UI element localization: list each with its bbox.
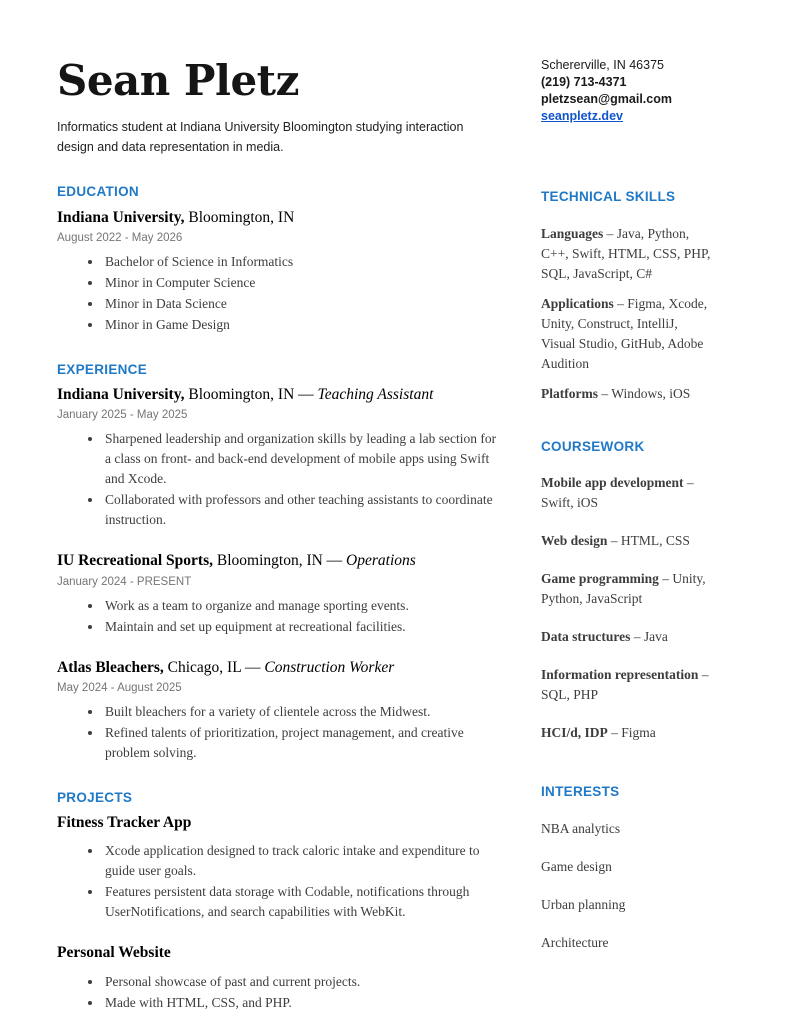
entry-title <box>57 551 500 571</box>
skill-label: Languages <box>541 225 604 241</box>
contact-phone: (219) 713-4371 <box>541 75 627 89</box>
skill-value: – Java, Python, C++, Swift, HTML, CSS, PHP, SQL, JavaScript, C# <box>541 225 711 281</box>
entry-title <box>57 208 500 228</box>
skill-item <box>541 294 711 374</box>
page-title: Sean Pletz <box>57 56 299 105</box>
projects-section <box>57 789 500 1013</box>
bullet-list <box>57 252 500 335</box>
project-title: Fitness Tracker App <box>57 814 192 832</box>
course-value: – Unity, Python, JavaScript <box>541 571 706 607</box>
coursework-item <box>541 723 711 743</box>
interest-item: NBA analytics <box>541 820 621 836</box>
section-heading-technical-skills: TECHNICAL SKILLS <box>541 189 676 204</box>
entry-location: Bloomington, IN — <box>213 552 347 570</box>
entry-org: IU Recreational Sports, <box>57 552 213 570</box>
technical-skills-section <box>541 188 711 404</box>
bullet-item: • Sharpened leadership and organization skills by leading a lab section for a class on front- and back-end development of mobile apps using Swift and Xcode. <box>103 429 500 489</box>
course-label: HCI/d, IDP <box>541 725 608 741</box>
experience-section <box>57 361 500 763</box>
skill-label: Platforms <box>541 385 598 401</box>
contact-location: Schererville, IN 46375 <box>541 58 664 72</box>
section-heading-education: EDUCATION <box>57 184 139 200</box>
section-heading-experience: EXPERIENCE <box>57 361 148 377</box>
bullet-list <box>57 972 500 1013</box>
course-label: Mobile app development <box>541 475 684 491</box>
bullet-list <box>57 596 500 637</box>
website-link[interactable]: seanpletz.dev <box>541 109 623 123</box>
entry-org: Indiana University, <box>57 208 185 226</box>
section-heading-projects: PROJECTS <box>57 789 133 805</box>
project-entry <box>57 813 500 922</box>
bullet-item: • Minor in Game Design <box>103 315 500 335</box>
interests-section <box>541 783 711 953</box>
bullet-item: • Features persistent data storage with Codable, notifications through UserNotifications, and search capabilities with WebKit. <box>103 882 500 922</box>
interest-item: Game design <box>541 858 612 874</box>
skill-item <box>541 224 711 284</box>
entry-role: Teaching Assistant <box>317 386 434 404</box>
course-label: Information representation <box>541 667 699 683</box>
entry-title <box>57 385 500 405</box>
coursework-item <box>541 473 711 513</box>
course-value: – SQL, PHP <box>541 667 709 703</box>
experience-entry <box>57 551 500 636</box>
bullet-item: • Xcode application designed to track caloric intake and expenditure to guide user goals. <box>103 841 500 881</box>
course-value: – Figma <box>607 725 656 741</box>
bullet-item: • Work as a team to organize and manage sporting events. <box>103 596 500 616</box>
coursework-item <box>541 665 711 705</box>
entry-org: Atlas Bleachers, <box>57 658 164 676</box>
project-entry <box>57 943 500 1012</box>
coursework-section <box>541 438 711 744</box>
entry-dates: May 2024 - August 2025 <box>57 681 182 694</box>
coursework-item <box>541 627 711 647</box>
skill-value: – Windows, iOS <box>597 385 691 401</box>
course-label: Web design <box>541 533 608 549</box>
bullet-item: • Built bleachers for a variety of clientele across the Midwest. <box>103 702 500 722</box>
bullet-list <box>57 841 500 922</box>
entry-location: Chicago, IL — <box>163 658 265 676</box>
entry-role: Construction Worker <box>264 658 395 676</box>
section-heading-interests: INTERESTS <box>541 784 620 800</box>
entry-dates: January 2024 - PRESENT <box>57 575 192 588</box>
entry-location: Bloomington, IN — <box>184 386 318 404</box>
entry-dates: August 2022 - May 2026 <box>57 231 183 244</box>
entry-org: Indiana University, <box>57 386 185 404</box>
course-value: – HTML, CSS <box>607 533 690 549</box>
bullet-item: • Minor in Data Science <box>103 294 500 314</box>
entry-role: Operations <box>346 552 416 570</box>
right-column <box>541 57 711 1014</box>
interest-item: Urban planning <box>541 896 626 912</box>
skill-label: Applications <box>541 295 614 311</box>
skill-item <box>541 384 711 404</box>
bullet-item: • Maintain and set up equipment at recreational facilities. <box>103 617 500 637</box>
coursework-item <box>541 531 711 551</box>
project-title: Personal Website <box>57 944 171 962</box>
interest-item: Architecture <box>541 934 609 950</box>
entry-title <box>57 658 500 678</box>
contact-block <box>541 57 711 125</box>
entry-location: Bloomington, IN <box>184 208 295 226</box>
bullet-item: • Made with HTML, CSS, and PHP. <box>103 993 500 1013</box>
course-value: – Swift, iOS <box>541 475 694 511</box>
bullet-item: • Collaborated with professors and other teaching assistants to coordinate instruction. <box>103 490 500 530</box>
contact-email: pletzsean@gmail.com <box>541 92 672 106</box>
experience-entry <box>57 385 500 530</box>
bullet-list <box>57 429 500 530</box>
bullet-item: • Minor in Computer Science <box>103 273 500 293</box>
coursework-item <box>541 569 711 609</box>
summary-text: Informatics student at Indiana University Bloomington studying interaction design and data representation in media. <box>57 120 464 154</box>
bullet-item: • Personal showcase of past and current projects. <box>103 972 500 992</box>
skill-value: – Figma, Xcode, Unity, Construct, IntelliJ, Visual Studio, GitHub, Adobe Audition <box>541 295 708 371</box>
education-section <box>57 183 500 335</box>
course-value: – Java <box>630 629 668 645</box>
education-entry <box>57 208 500 335</box>
course-label: Data structures <box>541 629 631 645</box>
bullet-item: • Bachelor of Science in Informatics <box>103 252 500 272</box>
entry-dates: January 2025 - May 2025 <box>57 409 188 422</box>
bullet-list <box>57 702 500 763</box>
experience-entry <box>57 658 500 763</box>
left-column <box>57 57 500 1014</box>
bullet-item: • Refined talents of prioritization, project management, and creative problem solving. <box>103 723 500 763</box>
section-heading-coursework: COURSEWORK <box>541 438 645 454</box>
course-label: Game programming <box>541 571 659 587</box>
